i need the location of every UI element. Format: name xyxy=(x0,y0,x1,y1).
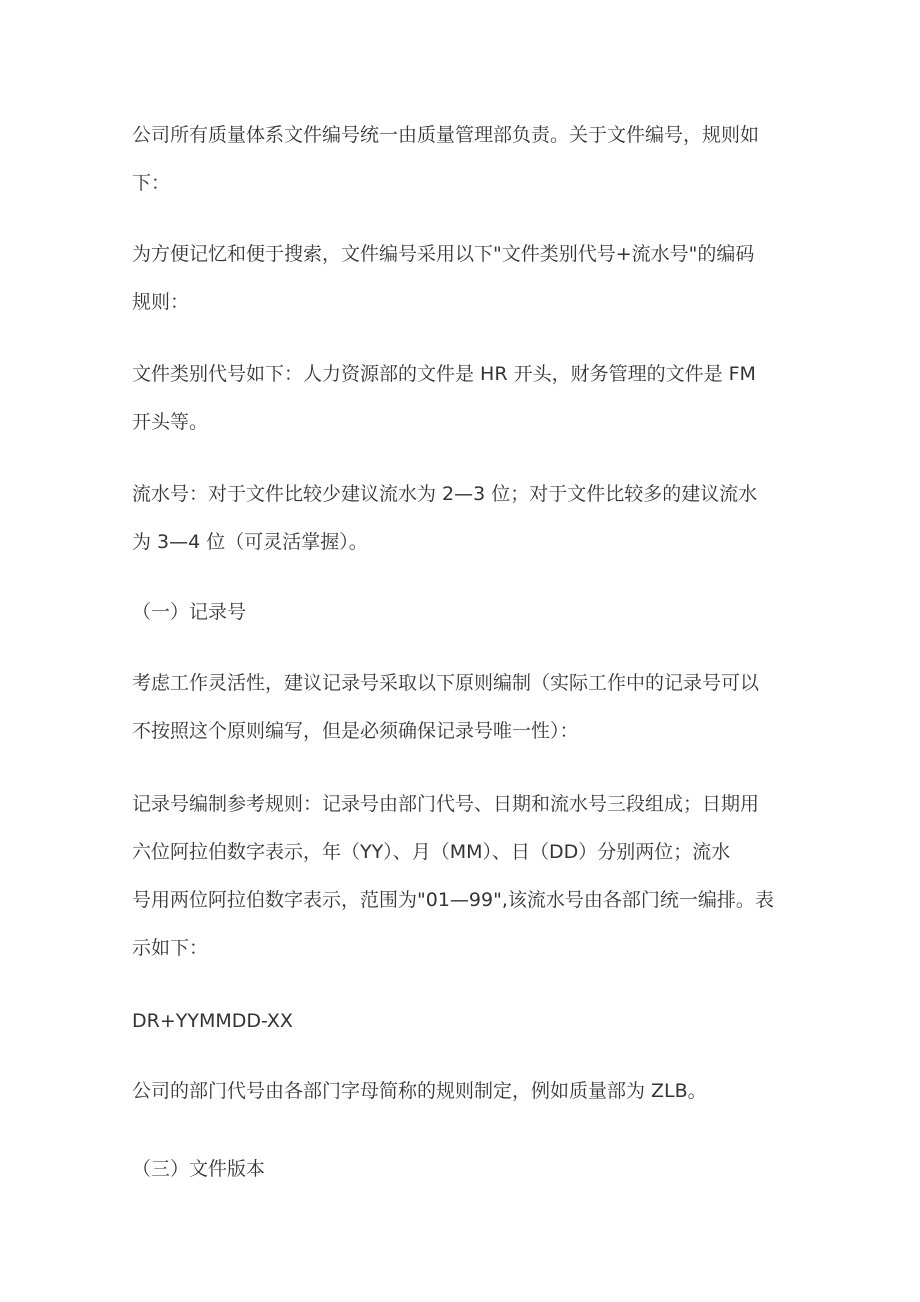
text-line: 文件类别代号如下：人力资源部的文件是 HR 开头，财务管理的文件是 FM xyxy=(132,363,756,385)
paragraph-category-code xyxy=(132,350,797,446)
text-line: 不按照这个原则编写，但是必须确保记录号唯一性）： xyxy=(132,720,579,742)
text-line: 规则： xyxy=(132,291,190,313)
text-line: 记录号编制参考规则：记录号由部门代号、日期和流水号三段组成；日期用 xyxy=(132,793,760,815)
text-line: （三）文件版本 xyxy=(132,1158,266,1180)
text-line: 为方便记忆和便于搜索，文件编号采用以下"文件类别代号+流水号"的编码 xyxy=(132,243,755,265)
paragraph-department-code xyxy=(132,1067,797,1115)
text-line: 六位阿拉伯数字表示，年（YY）、月（MM）、日（DD）分别两位；流水 xyxy=(132,841,731,863)
text-line: 为 3—4 位（可灵活掌握）。 xyxy=(132,531,368,553)
paragraph-serial-number xyxy=(132,470,797,566)
text-line: 公司所有质量体系文件编号统一由质量管理部负责。关于文件编号，规则如 xyxy=(132,124,760,146)
text-line: 开头等。 xyxy=(132,411,209,433)
text-line: 号用两位阿拉伯数字表示，范围为"01—99",该流水号由各部门统一编排。表 xyxy=(132,889,774,911)
text-line: 示如下： xyxy=(132,937,209,959)
text-line: 下： xyxy=(132,172,171,194)
paragraph-numbering-responsibility xyxy=(132,111,797,207)
text-line: DR+YYMMDD-XX xyxy=(132,1010,293,1032)
text-line: 考虑工作灵活性，建议记录号采取以下原则编制（实际工作中的记录号可以 xyxy=(132,672,760,694)
paragraph-record-format xyxy=(132,997,797,1045)
text-line: （一）记录号 xyxy=(132,601,247,623)
section-heading-file-version xyxy=(132,1145,797,1193)
paragraph-record-rule xyxy=(132,780,797,972)
paragraph-record-flexibility xyxy=(132,659,797,755)
section-heading-record-number xyxy=(132,588,797,636)
text-line: 公司的部门代号由各部门字母简称的规则制定，例如质量部为 ZLB。 xyxy=(132,1080,707,1102)
paragraph-coding-rule xyxy=(132,230,797,326)
text-line: 流水号：对于文件比较少建议流水为 2—3 位；对于文件比较多的建议流水 xyxy=(132,483,758,505)
